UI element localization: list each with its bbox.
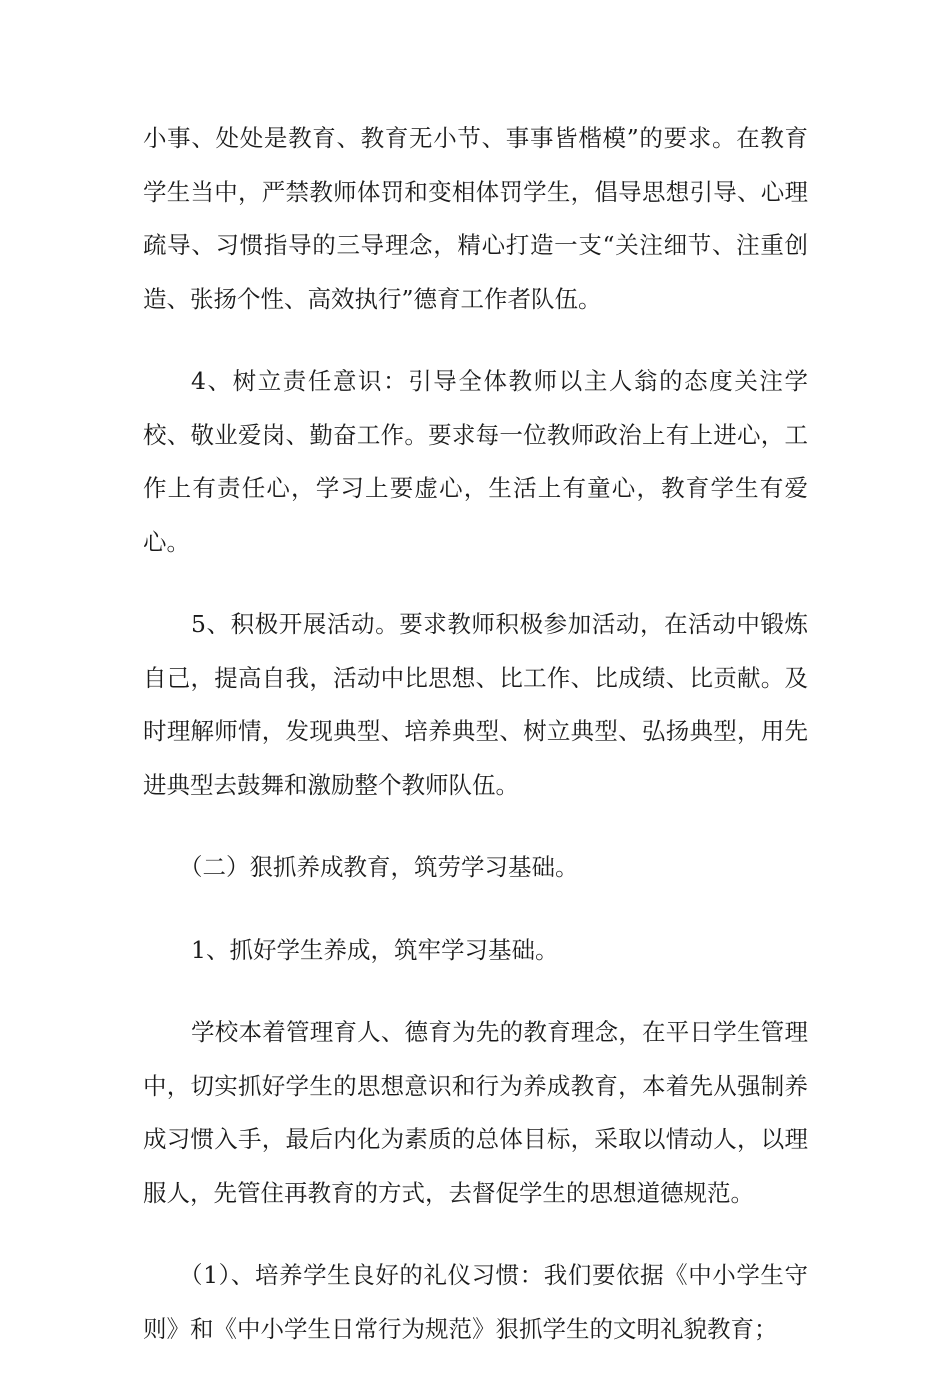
paragraph-etiquette: （1）、培养学生良好的礼仪习惯：我们要依据《中小学生守则》和《中小学生日常行为规范》狠抓学生的文明礼貌教育；	[143, 1261, 808, 1343]
subsection-heading: 1、抓好学生养成，筑牢学习基础。	[191, 935, 559, 964]
document-body	[143, 112, 808, 1385]
paragraph-item-4: 4、树立责任意识：引导全体教师以主人翁的态度关注学校、敬业爱岗、勤奋工作。要求每一位教师政治上有上进心，工作上有责任心，学习上要虚心，生活上有童心，教育学生有爱心。	[143, 367, 808, 556]
paragraph-continuation: 小事、处处是教育、教育无小节、事事皆楷模”的要求。在教育学生当中，严禁教师体罚和变相体罚学生，倡导思想引导、心理疏导、习惯指导的三导理念，精心打造一支“关注细节、注重创造、张扬个性、高效执行”德育工作者队伍。	[143, 124, 808, 313]
paragraph-management: 学校本着管理育人、德育为先的教育理念，在平日学生管理中，切实抓好学生的思想意识和行为养成教育，本着先从强制养成习惯入手，最后内化为素质的总体目标，采取以情动人，以理服人，先管住再教育的方式，去督促学生的思想道德规范。	[143, 1018, 808, 1207]
paragraph-item-5: 5、积极开展活动。要求教师积极参加活动，在活动中锻炼自己，提高自我，活动中比思想、比工作、比成绩、比贡献。及时理解师情，发现典型、培养典型、树立典型、弘扬典型，用先进典型去鼓舞和激励整个教师队伍。	[143, 610, 808, 799]
section-heading: （二）狠抓养成教育，筑劳学习基础。	[179, 853, 579, 881]
